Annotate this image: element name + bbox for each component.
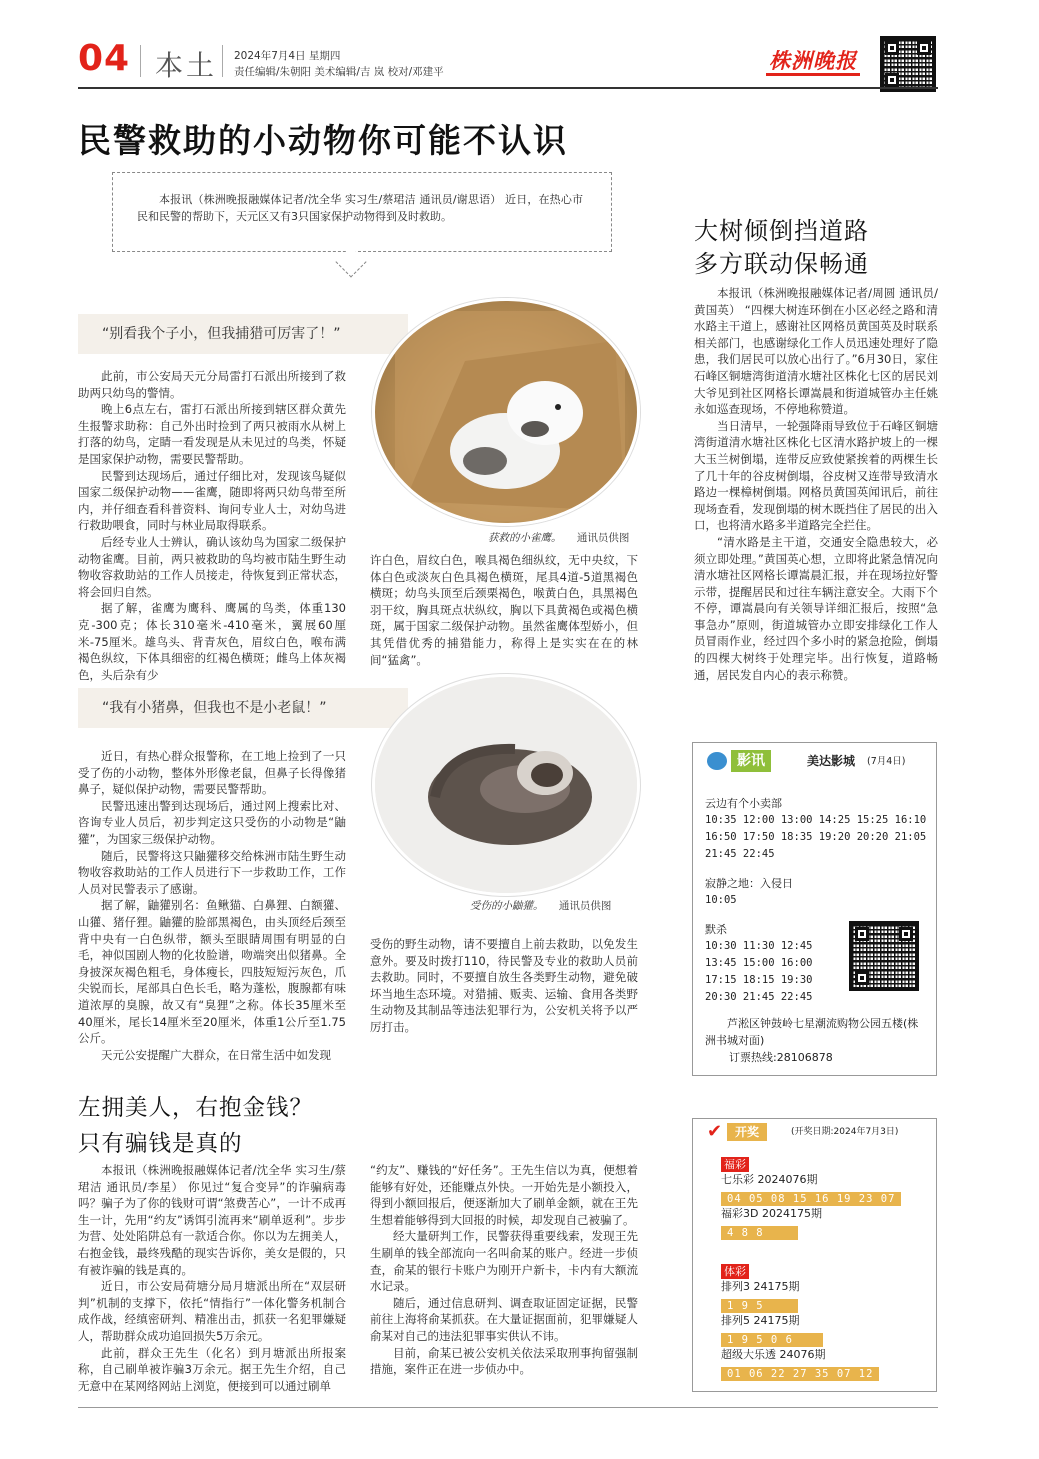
section-quote-1: “别看我个子小，但我捕猎可厉害了！” bbox=[78, 314, 408, 354]
lottery-name: 排列3 24175期 bbox=[721, 1280, 800, 1293]
paragraph: 本报讯（株洲晚报融媒体记者/沈全华 实习生/蔡珺洁 通讯员/李星） 你见过“复合变异”的诈骗病毒吗？骗子为了你的钱财可谓“煞费苦心”，一计不成再生一计，先用“约友”诱饵引流再来“刷单返利”。步步为营、处处陷阱总有一款适合你。你以为左拥美人，右抱金钱，最终残酷的现实告诉你，美女是假的，只有被诈骗的钱是真的。 bbox=[78, 1163, 346, 1277]
showtimes: 13:45 15:00 16:00 bbox=[705, 957, 813, 969]
photo-credit: 通讯员供图 bbox=[558, 900, 612, 912]
paragraph: 许白色，眉纹白色，喉具褐色细纵纹，无中央纹，下体白色或淡灰白色具褐色横斑，尾具4道-5道黑褐色横斑；幼鸟头顶至后颈栗褐色，喉黄白色，具黑褐色羽干纹，胸具斑点状纵纹，胸以下具黄褐色或褐色横斑，属于国家二级保护动物。虽然雀鹰体型娇小，但其凭借优秀的捕猎能力，称得上是实实在在的林间“猛禽”。 bbox=[370, 553, 638, 667]
fucai-label: 福彩 bbox=[721, 1157, 749, 1172]
lottery-name: 福彩3D 2024175期 bbox=[721, 1207, 822, 1220]
paragraph: 随后，民警将这只鼬獾移交给株洲市陆生野生动物收容救助站的工作人员进行下一步救助工作，工作人员对民警表示了感谢。 bbox=[78, 848, 346, 896]
showtimes: 21:45 22:45 bbox=[705, 848, 775, 860]
lottery-name: 排列5 24175期 bbox=[721, 1314, 800, 1327]
caption-text: 获救的小雀鹰。 bbox=[488, 532, 562, 544]
ticai-label: 体彩 bbox=[721, 1264, 749, 1279]
paragraph: 民警迅速出警到达现场后，通过网上搜索比对、咨询专业人员后，初步判定这只受伤的小动物是“鼬獾”，为国家三级保护动物。 bbox=[78, 798, 346, 846]
showtimes: 10:35 12:00 13:00 14:25 15:25 16:10 bbox=[705, 814, 927, 826]
side-title-line-2: 多方联动保畅通 bbox=[694, 250, 869, 278]
film-reel-icon bbox=[707, 752, 727, 770]
lottery-numbers: 1 9 5 bbox=[721, 1299, 798, 1313]
showtimes: 17:15 18:15 19:30 bbox=[705, 974, 813, 986]
badger-illustration bbox=[375, 677, 640, 896]
side-article-title bbox=[694, 215, 934, 281]
film-title: 寂静之地：入侵日 bbox=[705, 877, 793, 890]
lottery-header bbox=[703, 1121, 933, 1143]
cinema-badge: 影讯 bbox=[731, 750, 771, 772]
film-title: 云边有个小卖部 bbox=[705, 797, 782, 810]
caption-text: 受伤的小鼬獾。 bbox=[470, 900, 544, 912]
lead-box bbox=[112, 172, 612, 252]
section2-column-1 bbox=[78, 748, 346, 1063]
page-number: 04 bbox=[78, 38, 131, 79]
issue-date: 2024年7月4日 星期四 bbox=[234, 50, 341, 62]
lottery-numbers: 1 9 5 0 6 bbox=[721, 1333, 823, 1347]
showtimes: 16:50 17:50 18:35 19:20 20:20 21:05 bbox=[705, 831, 927, 843]
section2-column-2 bbox=[370, 936, 638, 1036]
paragraph: “约友”、赚钱的“好任务”。王先生信以为真，便想着能够有好处，还能赚点外快。一开始先是小额投入，得到小额回报后，便逐渐加大了刷单金额，就在王先生想着能够得到大回报的时候，却发现自己被骗了。 bbox=[370, 1163, 638, 1227]
paragraph: 此前，群众王先生（化名）到月塘派出所报案称，自己刷单被诈骗3万余元。据王先生介绍，自己无意中在某网络网站上浏览，便接到可以通过刷单 bbox=[78, 1345, 346, 1393]
bottom-article-title bbox=[78, 1090, 638, 1162]
showtimes: 20:30 21:45 22:45 bbox=[705, 991, 813, 1003]
cinema-listing bbox=[692, 742, 937, 1076]
paragraph: 当日清早，一轮强降雨导致位于石峰区铜塘湾街道清水塘社区株化七区清水路护坡上的一棵大玉兰树倒塌，连带反应致使紧挨着的两棵生长了几十年的谷皮树倒塌，谷皮树又连带导致清水路边一棵樟树倒塌。网格员黄国英闻讯后，前往现场查看，发现倒塌的树木既挡住了居民的出入口，也将清水路多半道路完全拦住。 bbox=[694, 418, 938, 533]
section1-column-1 bbox=[78, 368, 346, 683]
cinema-name: 美达影城 bbox=[807, 754, 856, 768]
header-divider bbox=[140, 45, 141, 77]
cinema-header bbox=[703, 749, 928, 773]
showtimes: 10:30 11:30 12:45 bbox=[705, 940, 813, 952]
paragraph: 本报讯（株洲晚报融媒体记者/周圆 通讯员/黄国英） “四棵大树连环倒在小区必经之路和清水路主干道上，感谢社区网格员黄国英及时联系相关部门，也感谢绿化工作人员迅速处理好了隐患，我们居民可以放心出行了。”6月30日，家住石峰区铜塘湾街道清水塘社区株化七区的居民刘大爷见到社区网格长谭嵩晨和街道城管办主任姚永如巡查现场，不停地称赞道。 bbox=[694, 286, 938, 417]
section-name: 本土 bbox=[155, 49, 218, 82]
paragraph: 天元公安提醒广大群众，在日常生活中如发现 bbox=[101, 1047, 331, 1062]
side-title-line-1: 大树倾倒挡道路 bbox=[694, 217, 869, 245]
cinema-qr-code-icon bbox=[849, 921, 919, 991]
paragraph: 经大量研判工作，民警获得重要线索，发现王先生刷单的钱全部流向一名叫俞某的账户。经进一步侦查，俞某的银行卡账户为刚开户新卡，卡内有大额流水记录。 bbox=[370, 1229, 638, 1294]
cinema-address: 芦淞区钟鼓岭七星潮流购物公园五楼(株洲书城对面) bbox=[705, 1017, 919, 1047]
footer-rule bbox=[78, 1407, 938, 1408]
bottom-column-2 bbox=[370, 1162, 638, 1378]
lottery-badge: 开奖 bbox=[727, 1123, 767, 1141]
section1-column-2 bbox=[370, 552, 638, 668]
bottom-title-line-2: 只有骗钱是真的 bbox=[78, 1131, 243, 1157]
side-article-body bbox=[694, 285, 938, 683]
header-rule bbox=[78, 87, 938, 89]
paragraph: 目前，俞某已被公安机关依法采取刑事拘留强制措施，案件正在进一步侦办中。 bbox=[370, 1345, 638, 1377]
lead-text: 本报讯（株洲晚报融媒体记者/沈全华 实习生/蔡珺洁 通讯员/谢思语） 近日，在热心市民和民警的帮助下，天元区又有3只国家保护动物得到及时救助。 bbox=[137, 193, 583, 223]
paragraph: 近日，市公安局荷塘分局月塘派出所在“双层研判”机制的支撑下，依托“情指行”一体化警务机制合成作战，经缜密研判、精准出击，抓获一名犯罪嫌疑人，帮助群众成功追回损失5万余元。 bbox=[78, 1279, 346, 1343]
lottery-name: 七乐彩 2024076期 bbox=[721, 1173, 818, 1186]
paragraph: 后经专业人士辨认，确认该幼鸟为国家二级保护动物雀鹰。目前，两只被救助的鸟均被市陆生野生动物收容救助站的工作人员接走，待恢复到正常状态，将会回归自然。 bbox=[78, 534, 346, 599]
paragraph: 随后，通过信息研判、调查取证固定证据，民警前往上海将俞某抓获。在大量证据面前，犯罪嫌疑人俞某对自己的违法犯罪事实供认不讳。 bbox=[370, 1295, 638, 1343]
showtimes: 10:05 bbox=[705, 894, 737, 906]
film-title: 默杀 bbox=[705, 923, 727, 936]
lottery-numbers: 4 8 8 bbox=[721, 1226, 798, 1240]
paragraph: “清水路是主干道，交通安全隐患较大，必须立即处理。”黄国英心想，立即将此紧急情况向清水塘社区网格长谭嵩晨汇报，并在现场拉好警示带，提醒居民和过往车辆注意安全。大雨下个不停，谭嵩晨向有关领导详细汇报后，按照“急事急办”原则，街道城管办立即安排绿化工作人员冒雨作业，经过四个多小时的紧急抢险，倒塌的四棵大树终于处理完毕。出行恢复，道路畅通，居民发自内心的表示称赞。 bbox=[694, 534, 938, 682]
paragraph: 近日，有热心群众报警称，在工地上捡到了一只受了伤的小动物，整体外形像老鼠，但鼻子长得像猪鼻子，疑似保护动物，需要民警帮助。 bbox=[78, 749, 346, 797]
bottom-title-line-1: 左拥美人，右抱金钱？ bbox=[78, 1095, 314, 1121]
lottery-results bbox=[692, 1118, 937, 1392]
lottery-date: (开奖日期:2024年7月3日) bbox=[791, 1127, 899, 1137]
paragraph: 受伤的野生动物，请不要擅自上前去救助，以免发生意外。要及时拨打110，待民警及专业的救助人员前去救助。同时，不要擅自放生各类野生动物，避免破坏当地生态环境。对猎捕、贩卖、运输、食用各类野生动物及其制品等违法犯罪行为，公安机关将予以严厉打击。 bbox=[370, 937, 638, 1034]
lottery-numbers: 01 06 22 27 35 07 12 bbox=[721, 1367, 879, 1381]
photo-caption-2 bbox=[470, 898, 611, 913]
bottom-column-1 bbox=[78, 1162, 346, 1394]
editor-credits: 责任编辑/朱朝阳 美术编辑/吉 岚 校对/邓建平 bbox=[234, 66, 444, 78]
section-quote-2: “我有小猪鼻，但我也不是小老鼠！” bbox=[78, 688, 408, 728]
newspaper-logo: 株洲晚报 bbox=[766, 48, 860, 76]
lottery-list bbox=[721, 1153, 931, 1381]
ferret-badger-photo bbox=[372, 674, 640, 896]
paragraph: 民警到达现场后，通过仔细比对，发现该鸟疑似国家二级保护动物——雀鹰，随即将两只幼鸟带至所内，并仔细查看科普资料、询问专业人士，对幼鸟进行救助喂食，同时与林业局取得联系。 bbox=[78, 468, 346, 533]
cinema-hotline: 订票热线:28106878 bbox=[729, 1051, 833, 1064]
photo-caption-1 bbox=[488, 530, 629, 545]
header-divider bbox=[222, 45, 223, 77]
cinema-date: (7月4日) bbox=[867, 756, 906, 767]
lottery-name: 超级大乐透 24076期 bbox=[721, 1348, 826, 1361]
sparrowhawk-photo bbox=[372, 298, 640, 526]
paragraph: 据了解，雀鹰为鹰科、鹰属的鸟类，体重130克-300克；体长310毫米-410毫米，翼展60厘米-75厘米。雄鸟头、背青灰色，眉纹白色，喉布满褐色纵纹，下体具细密的红褐色横斑；雌鸟上体灰褐色，头后杂有少 bbox=[78, 601, 346, 682]
paragraph: 此前，市公安局天元分局雷打石派出所接到了救助两只幼鸟的警情。 bbox=[78, 369, 346, 400]
lottery-numbers: 04 05 08 15 16 19 23 07 bbox=[721, 1192, 901, 1206]
paragraph: 据了解，鼬獾别名：鱼鳅猫、白鼻狸、白额獾、山獾、猪仔狸。鼬獾的脸部黑褐色，由头顶经后颈至背中央有一白色纵带，额头至眼睛周围有明显的白毛，神似国剧人物的化妆脸谱，吻端突出似猪鼻。全身披深灰褐色粗毛，身体瘦长，四肢短短污灰色，爪尖锐而长，尾部具白色长毛，略为蓬松，腹腺都有味道浓厚的臭腺，故又有“臭狸”之称。体长35厘米至40厘米，尾长14厘米至20厘米，体重1公斤至1.75公斤。 bbox=[78, 898, 346, 1046]
photo-credit: 通讯员供图 bbox=[576, 532, 630, 544]
qr-code-icon bbox=[880, 36, 936, 92]
checkmark-icon: ✔ bbox=[707, 1121, 723, 1142]
bird-illustration bbox=[375, 301, 640, 526]
paragraph: 晚上6点左右，雷打石派出所接到辖区群众黄先生报警求助称：自己外出时捡到了两只被雨水从树上打落的幼鸟，定睛一看发现是从未见过的鸟类，怀疑是国家保护动物，需要民警帮助。 bbox=[78, 402, 346, 466]
main-headline: 民警救助的小动物你可能不认识 bbox=[78, 121, 568, 160]
